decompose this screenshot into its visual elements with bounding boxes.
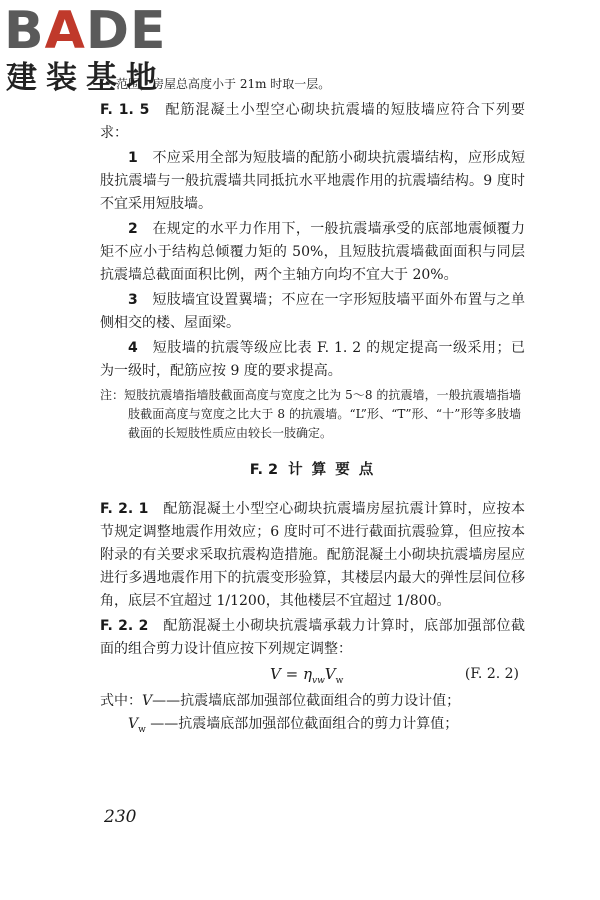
formula-f-2-2 [100, 663, 525, 689]
clause-number: F. 2. 1 [100, 501, 149, 517]
continued-fragment: 范围，房屋总高度小于 21m 时取一层。 [116, 77, 331, 91]
clause-f-2-2 [100, 615, 525, 661]
clause-item [100, 337, 525, 383]
def-dash: —— [145, 716, 179, 732]
item-text: 短肢墙宜设置翼墙；不应在一字形短肢墙平面外布置与之单侧相交的楼、屋面梁。 [100, 292, 526, 331]
formula-eta-subscript: vw [311, 676, 325, 686]
logo-wordmark [4, 2, 167, 60]
def-symbol: V [128, 716, 139, 732]
item-number: 3 [128, 292, 138, 308]
formula-eta: η [302, 665, 312, 683]
logo-letters-2: DE [85, 1, 167, 61]
def-text: 抗震墙底部加强部位截面组合的剪力计算值； [178, 716, 459, 732]
clause-item [100, 289, 525, 335]
clause-text: 配筋混凝土小砌块抗震墙承载力计算时，底部加强部位截面的组合剪力设计值应按下列规定调整： [100, 618, 526, 657]
page-number: 230 [104, 807, 137, 827]
logo-letter-accent: A [44, 1, 86, 61]
formula-rhs: V [324, 665, 336, 683]
clause-number: F. 1. 5 [100, 102, 150, 118]
symbol-definition [100, 713, 525, 742]
clause-f-2-1 [100, 498, 525, 613]
logo-chinese: 建装基地 [6, 60, 166, 96]
note-text: 短肢抗震墙指墙肢截面高度与宽度之比为 5～8 的抗震墙，一般抗震墙指墙肢截面高度与宽度之比大于 8 的抗震墙。“L”形、“T”形、“十”形等多肢墙截面的长短肢性质应由较长一肢确定。 [124, 388, 521, 440]
note-label: 注： [100, 388, 125, 402]
item-number: 2 [128, 221, 138, 237]
formula-lhs: V [270, 665, 281, 683]
clause-note [100, 386, 525, 443]
page-body [100, 76, 525, 742]
symbol-definition [100, 690, 525, 713]
item-text: 短肢墙的抗震等级应比表 F. 1. 2 的规定提高一级采用；已为一级时，配筋应按 9 度的要求提高。 [100, 340, 525, 379]
defs-prefix: 式中： [100, 693, 142, 709]
def-dash: —— [152, 693, 181, 709]
def-text: 抗震墙底部加强部位截面组合的剪力设计值； [180, 693, 461, 709]
logo-letters-1: B [4, 1, 45, 61]
item-number: 1 [128, 150, 138, 166]
clause-item [100, 218, 525, 287]
item-text: 不应采用全部为短肢墙的配筋小砌块抗震墙结构，应形成短肢抗震墙与一般抗震墙共同抵抗水平地震作用的抗震墙结构。9 度时不宜采用短肢墙。 [100, 150, 526, 212]
clause-text: 配筋混凝土小型空心砌块抗震墙房屋抗震计算时，应按本节规定调整地震作用效应；6 度时可不进行截面抗震验算，但应按本附录的有关要求采取抗震构造措施。配筋混凝土小砌块抗震墙房屋应进行多遇地震作用下的抗震变形验算，其楼层内最大的弹性层间位移角，底层不宜超过 1/1200，其他楼层不宜超过 1/800。 [100, 501, 526, 609]
formula-equals: = [285, 665, 299, 683]
item-text: 在规定的水平力作用下，一般抗震墙承受的底部地震倾覆力矩不应小于结构总倾覆力矩的 50%，且短肢抗震墙截面面积与同层抗震墙总截面面积比例，两个主轴方向均不宜大于 20%。 [100, 221, 526, 283]
section-title: 计 算 要 点 [288, 462, 376, 478]
formula-rhs-subscript: w [335, 676, 344, 686]
item-number: 4 [128, 340, 138, 356]
clause-text: 配筋混凝土小型空心砌块抗震墙的短肢墙应符合下列要求： [100, 102, 525, 141]
formula-tag: (F. 2. 2) [464, 666, 519, 682]
def-symbol: V [142, 693, 153, 709]
clause-f-1-5 [100, 99, 525, 145]
section-heading [100, 459, 525, 482]
formula-expression [270, 663, 343, 693]
clause-item [100, 147, 525, 216]
def-symbol-subscript: w [138, 724, 146, 735]
clause-number: F. 2. 2 [100, 618, 149, 634]
section-number: F. 2 [249, 462, 279, 478]
